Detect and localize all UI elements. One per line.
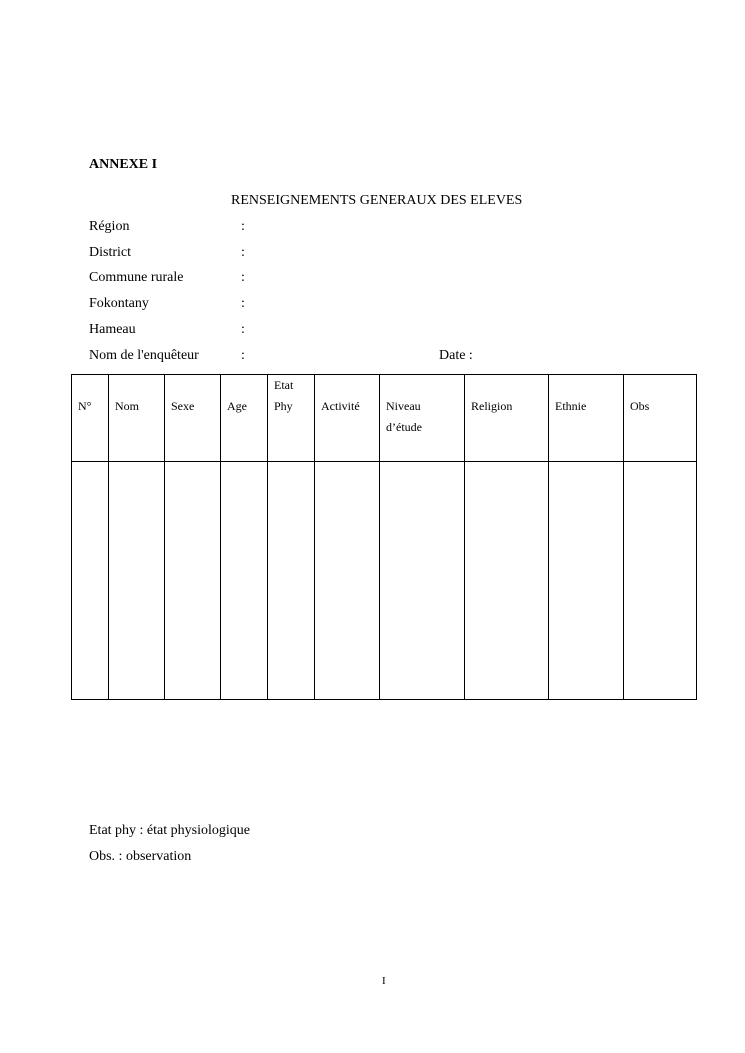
field-colon-hameau: : (241, 322, 245, 337)
field-colon-commune: : (241, 270, 245, 285)
cell-sexe (165, 462, 221, 700)
students-table (71, 374, 697, 700)
header-etat-phy: Etat Phy (268, 375, 315, 462)
note-obs: Obs. : observation (89, 849, 192, 864)
form-title: RENSEIGNEMENTS GENERAUX DES ELEVES (231, 193, 523, 208)
field-label-commune: Commune rurale (89, 270, 184, 285)
cell-activite (315, 462, 380, 700)
cell-nom (109, 462, 165, 700)
field-label-enqueteur: Nom de l'enquêteur (89, 348, 199, 363)
table-header-row (72, 375, 697, 462)
cell-obs (624, 462, 697, 700)
field-label-hameau: Hameau (89, 322, 136, 337)
header-sexe: Sexe (165, 375, 221, 462)
field-label-region: Région (89, 219, 130, 234)
header-obs: Obs (624, 375, 697, 462)
header-ethnie: Ethnie (549, 375, 624, 462)
field-colon-fokontany: : (241, 296, 245, 311)
cell-niveau-etude (380, 462, 465, 700)
cell-religion (465, 462, 549, 700)
header-activite: Activité (315, 375, 380, 462)
field-colon-region: : (241, 219, 245, 234)
date-label: Date : (439, 348, 473, 363)
field-label-district: District (89, 245, 131, 260)
header-nom: Nom (109, 375, 165, 462)
field-colon-enqueteur: : (241, 348, 245, 363)
header-niveau-etude: Niveau d’étude (380, 375, 465, 462)
cell-no (72, 462, 109, 700)
annex-title: ANNEXE I (89, 157, 158, 172)
header-no: N° (72, 375, 109, 462)
field-colon-district: : (241, 245, 245, 260)
cell-ethnie (549, 462, 624, 700)
page-number: I (382, 975, 386, 987)
header-age: Age (221, 375, 268, 462)
table-row (72, 462, 697, 700)
note-etat-phy: Etat phy : état physiologique (89, 823, 250, 838)
field-label-fokontany: Fokontany (89, 296, 149, 311)
cell-age (221, 462, 268, 700)
header-religion: Religion (465, 375, 549, 462)
cell-etat-phy (268, 462, 315, 700)
